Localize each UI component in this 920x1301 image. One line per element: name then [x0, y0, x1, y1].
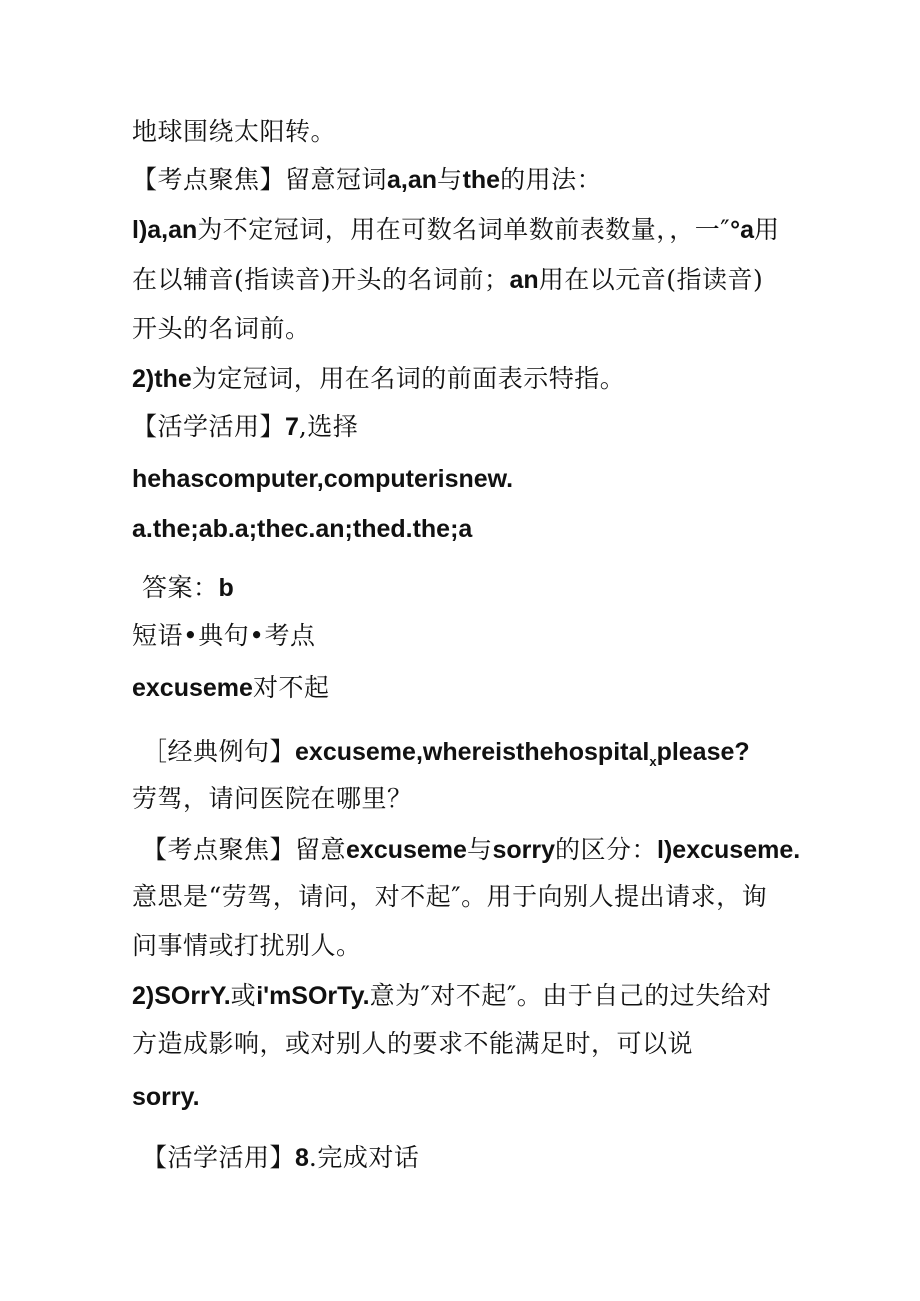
section-heading: 短语•典句•考点: [132, 621, 316, 650]
term-sorry: sorry: [492, 836, 556, 864]
or-text: 或: [230, 981, 257, 1010]
sorry-word: sorry.: [132, 1083, 200, 1111]
exercise-options: a.the;ab.a;thec.an;thed.the;a: [132, 515, 473, 543]
example-sentence: excuseme,whereisthehospital: [295, 738, 650, 766]
text-line-17: [132, 929, 362, 963]
point-2-text: 为定冠词，用在名词的前面表示特指。: [191, 364, 626, 393]
point-1-tail: 用: [754, 215, 780, 244]
example-end: please?: [656, 738, 750, 766]
text-line-7: [132, 410, 358, 444]
text-line-6: [132, 362, 625, 396]
point-sorry: 2)SOrrY.: [132, 982, 231, 1010]
point-1-label: l)a,an: [132, 216, 198, 244]
term-excuseme: excuseme: [346, 836, 467, 864]
line-4-text: 在以辅音(指读音)开头的名词前；: [132, 265, 510, 294]
phrase-meaning: 对不起: [252, 673, 330, 702]
example-translation: 劳驾，请问医院在哪里？: [132, 784, 413, 813]
point-excuseme: l)excuseme.: [657, 836, 801, 864]
text-line-2: [132, 163, 602, 197]
line-1-text: 地球围绕太阳转。: [132, 117, 337, 146]
article-the: the: [462, 166, 501, 194]
text-line-18: [132, 979, 772, 1013]
excuseme-meaning: 意思是“劳驾，请问，对不起″。用于向别人提出请求，询: [132, 882, 768, 911]
answer-label: 答案：: [142, 573, 219, 602]
practice-number: 7: [285, 413, 299, 441]
practice-task-2: .完成对话: [308, 1143, 420, 1172]
im-sorry: i'mSOrTy.: [256, 982, 370, 1010]
text-line-12: [132, 671, 329, 705]
point-1-text: 为不定冠词，用在可数名词单数前表数量，，一″: [197, 215, 731, 244]
focus-label-2: 【考点聚焦】留意: [142, 835, 347, 864]
exam-focus-label: 【考点聚焦】留意冠词: [132, 165, 388, 194]
connector-2: 与: [466, 835, 493, 864]
practice-label: 【活学活用】: [132, 412, 286, 441]
text-line-13: [142, 735, 750, 779]
example-label: ［经典例句】: [142, 737, 296, 766]
practice-label-2: 【活学活用】: [142, 1143, 296, 1172]
text-line-1: [132, 115, 336, 149]
connector-text: 与: [437, 165, 463, 194]
point-2-label: 2)the: [132, 365, 192, 393]
text-line-10: [142, 571, 234, 605]
example-sub: x: [649, 754, 657, 769]
diff-label: 的区分：: [555, 835, 658, 864]
answer-value: b: [218, 574, 234, 602]
text-line-3: [132, 213, 780, 247]
line-5-text: 开头的名词前。: [132, 314, 311, 343]
text-line-16: [132, 880, 767, 914]
text-line-5: [132, 312, 311, 346]
text-line-19: [132, 1027, 693, 1061]
point-1-a: °a: [730, 216, 755, 244]
article-a-an: a,an: [387, 166, 438, 194]
text-line-20: [132, 1080, 200, 1114]
sorry-meaning: 意为″对不起″。由于自己的过失给对: [369, 981, 772, 1010]
phrase-term: excuseme: [132, 674, 253, 702]
excuseme-meaning-tail: 问事情或打扰别人。: [132, 931, 362, 960]
text-line-9: [132, 512, 472, 546]
sorry-meaning-tail: 方造成影响，或对别人的要求不能满足时，可以说: [132, 1029, 694, 1058]
exercise-sentence: hehascomputer,computerisnew.: [132, 465, 514, 493]
article-an: an: [509, 266, 539, 294]
practice-number-2: 8: [295, 1144, 309, 1172]
text-line-15: [142, 833, 800, 867]
practice-task: ,选择: [298, 412, 359, 441]
text-line-4: [132, 263, 763, 297]
text-line-11: [132, 619, 316, 653]
usage-text: 的用法：: [500, 165, 603, 194]
text-line-21: [142, 1141, 419, 1175]
line-4-tail: 用在以元音(指读音): [538, 265, 764, 294]
text-line-14: [132, 782, 413, 816]
text-line-8: [132, 462, 513, 496]
